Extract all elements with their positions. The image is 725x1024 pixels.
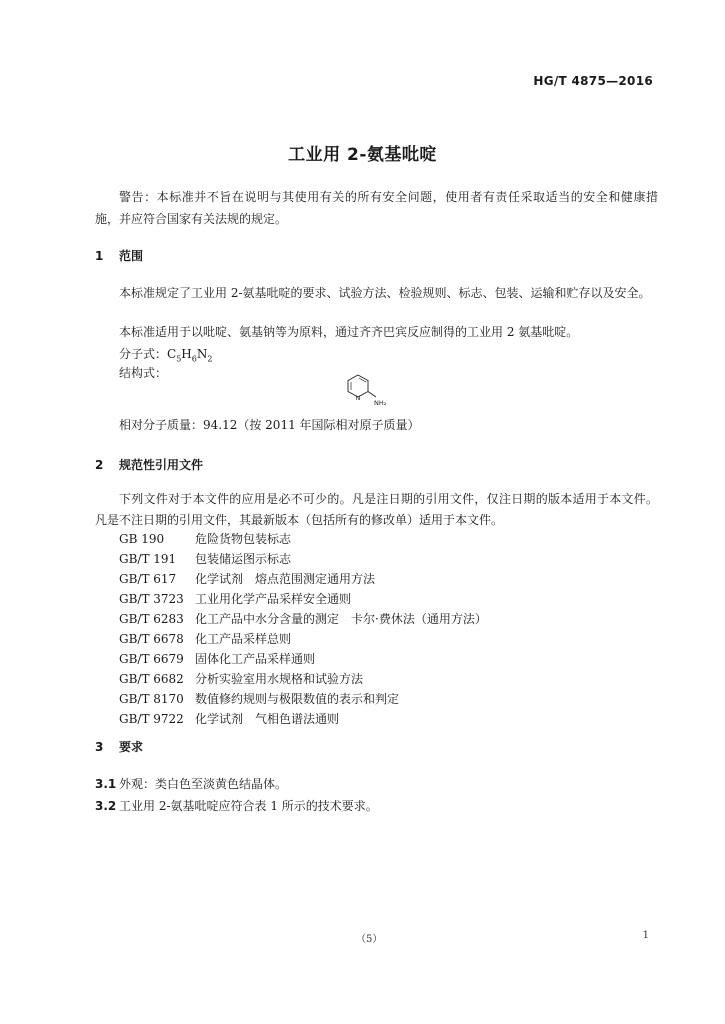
reference-item <box>119 629 487 649</box>
ring-nitrogen-label: N <box>355 394 361 402</box>
requirement-text: 外观：类白色至淡黄色结晶体。 <box>119 777 288 791</box>
reference-code: GB/T 3723 <box>119 592 184 606</box>
normative-reference-list <box>119 529 487 729</box>
section-1-paragraph-2: 本标准适用于以吡啶、氨基钠等为原料，通过齐齐巴宾反应制得的工业用 2 氨基吡啶。 <box>119 325 579 339</box>
reference-title: 危险货物包装标志 <box>195 532 292 546</box>
formula-c: C <box>167 347 177 361</box>
section-3-number: 3 <box>95 740 104 754</box>
standard-code: HG/T 4875—2016 <box>533 74 653 88</box>
section-1-number: 1 <box>95 249 104 263</box>
requirement-number: 3.2 <box>95 799 117 813</box>
requirement-item <box>95 797 378 814</box>
section-2-number: 2 <box>95 458 104 472</box>
reference-code: GB/T 6679 <box>119 652 184 666</box>
footer-center-mark: （5） <box>356 934 383 945</box>
reference-item <box>119 709 487 729</box>
reference-title: 化学试剂 气相色谱法通则 <box>195 712 340 726</box>
reference-item <box>119 549 487 569</box>
reference-title: 化工产品采样总则 <box>195 632 292 646</box>
formula-n: N <box>196 347 208 361</box>
requirement-number: 3.1 <box>95 777 117 791</box>
reference-title: 工业用化学产品采样安全通则 <box>195 592 352 606</box>
reference-item <box>119 649 487 669</box>
page-number: 1 <box>642 930 649 941</box>
reference-title: 包装储运图示标志 <box>195 552 292 566</box>
molecular-formula <box>119 345 212 363</box>
reference-item <box>119 609 487 629</box>
reference-item <box>119 589 487 609</box>
formula-h: H <box>181 347 192 361</box>
section-2-paragraph: 下列文件对于本文件的应用是必不可少的。凡是注日期的引用文件，仅注日期的版本适用于本文件。凡是不注日期的引用文件，其最新版本（包括所有的修改单）适用于本文件。 <box>95 492 658 527</box>
reference-title: 化工产品中水分含量的测定 卡尔·费休法（通用方法） <box>195 612 487 626</box>
reference-title: 固体化工产品采样通则 <box>195 652 316 666</box>
reference-code: GB/T 6682 <box>119 672 184 686</box>
section-1-paragraph-1: 本标准规定了工业用 2-氨基吡啶的要求、试验方法、检验规则、标志、包装、运输和贮存以及安全。 <box>119 286 651 300</box>
formula-label: 分子式： <box>119 347 168 361</box>
reference-item <box>119 569 487 589</box>
section-3-heading <box>95 738 143 755</box>
section-1-title: 范围 <box>119 249 144 263</box>
reference-code: GB 190 <box>119 532 165 546</box>
reference-item <box>119 529 487 549</box>
reference-code: GB/T 9722 <box>119 712 184 726</box>
reference-title: 分析实验室用水规格和试验方法 <box>195 672 364 686</box>
reference-item <box>119 689 487 709</box>
reference-code: GB/T 617 <box>119 572 177 586</box>
reference-item <box>119 669 487 689</box>
reference-code: GB/T 191 <box>119 552 177 566</box>
formula-h-sub: 6 <box>191 354 197 364</box>
reference-code: GB/T 6678 <box>119 632 184 646</box>
formula-n-sub: 2 <box>207 354 213 364</box>
relative-molecular-mass: 相对分子质量：94.12（按 2011 年国际相对原子质量） <box>119 418 420 432</box>
section-2-title: 规范性引用文件 <box>119 458 204 472</box>
amino-bond <box>368 392 376 398</box>
structure-formula-diagram <box>340 370 390 412</box>
reference-code: GB/T 8170 <box>119 692 184 706</box>
requirement-text: 工业用 2-氨基吡啶应符合表 1 所示的技术要求。 <box>119 799 378 813</box>
structure-label: 结构式： <box>119 366 168 380</box>
warning-paragraph: 警告：本标准并不旨在说明与其使用有关的所有安全问题，使用者有责任采取适当的安全和健康措施，并应符合国家有关法规的规定。 <box>95 190 658 226</box>
reference-title: 化学试剂 熔点范围测定通用方法 <box>195 572 376 586</box>
section-1-heading <box>95 247 143 264</box>
section-2-heading <box>95 456 203 473</box>
reference-title: 数值修约规则与极限数值的表示和判定 <box>195 692 400 706</box>
page-title: 工业用 2-氨基吡啶 <box>288 145 437 165</box>
amino-group-label: NH₂ <box>374 399 387 407</box>
formula-c-sub: 5 <box>176 354 182 364</box>
reference-code: GB/T 6283 <box>119 612 184 626</box>
requirement-item <box>95 775 287 792</box>
section-3-title: 要求 <box>119 740 144 754</box>
